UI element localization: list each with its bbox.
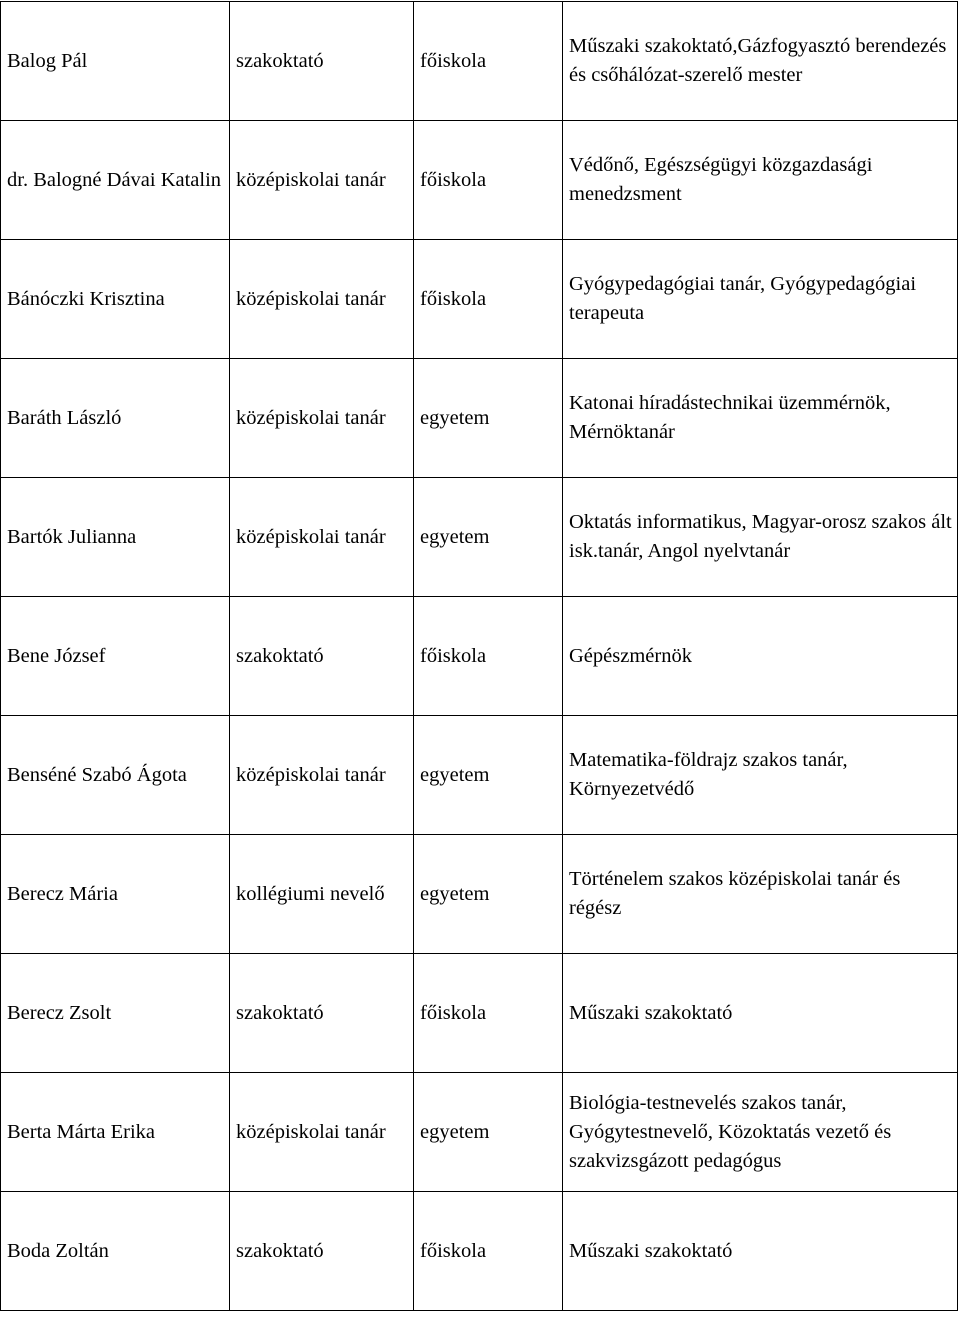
staff-name: Benséné Szabó Ágota [1, 716, 230, 835]
qualification: Matematika-földrajz szakos tanár, Környezetvédő [563, 716, 958, 835]
table-row [1, 478, 958, 597]
staff-role: szakoktató [230, 597, 414, 716]
education-level: főiskola [414, 954, 563, 1073]
education-level: főiskola [414, 597, 563, 716]
education-level: főiskola [414, 121, 563, 240]
staff-role: középiskolai tanár [230, 359, 414, 478]
staff-table [0, 1, 958, 1311]
staff-name: Berecz Mária [1, 835, 230, 954]
staff-role: kollégiumi nevelő [230, 835, 414, 954]
staff-role: középiskolai tanár [230, 716, 414, 835]
table-row [1, 121, 958, 240]
qualification: Védőnő, Egészségügyi közgazdasági menedzsment [563, 121, 958, 240]
staff-role: szakoktató [230, 2, 414, 121]
qualification: Gépészmérnök [563, 597, 958, 716]
table-row [1, 1192, 958, 1311]
qualification: Műszaki szakoktató [563, 1192, 958, 1311]
staff-role: szakoktató [230, 1192, 414, 1311]
education-level: egyetem [414, 835, 563, 954]
staff-role: szakoktató [230, 954, 414, 1073]
education-level: főiskola [414, 2, 563, 121]
staff-name: Balog Pál [1, 2, 230, 121]
staff-name: Berecz Zsolt [1, 954, 230, 1073]
staff-role: középiskolai tanár [230, 478, 414, 597]
table-row [1, 240, 958, 359]
qualification: Történelem szakos középiskolai tanár és régész [563, 835, 958, 954]
education-level: főiskola [414, 1192, 563, 1311]
staff-role: középiskolai tanár [230, 121, 414, 240]
staff-name: Bene József [1, 597, 230, 716]
education-level: egyetem [414, 478, 563, 597]
staff-role: középiskolai tanár [230, 240, 414, 359]
education-level: egyetem [414, 1073, 563, 1192]
table-row [1, 2, 958, 121]
staff-name: Berta Márta Erika [1, 1073, 230, 1192]
table-row [1, 716, 958, 835]
qualification: Biológia-testnevelés szakos tanár, Gyógytestnevelő, Közoktatás vezető és szakvizsgázott pedagógus [563, 1073, 958, 1192]
education-level: egyetem [414, 716, 563, 835]
education-level: egyetem [414, 359, 563, 478]
qualification: Oktatás informatikus, Magyar-orosz szakos ált isk.tanár, Angol nyelvtanár [563, 478, 958, 597]
staff-name: Bartók Julianna [1, 478, 230, 597]
qualification: Műszaki szakoktató [563, 954, 958, 1073]
staff-name: Bánóczki Krisztina [1, 240, 230, 359]
staff-role: középiskolai tanár [230, 1073, 414, 1192]
staff-name: Boda Zoltán [1, 1192, 230, 1311]
table-row [1, 954, 958, 1073]
table-row [1, 835, 958, 954]
staff-name: Baráth László [1, 359, 230, 478]
qualification: Műszaki szakoktató,Gázfogyasztó berendezés és csőhálózat-szerelő mester [563, 2, 958, 121]
table-row [1, 359, 958, 478]
education-level: főiskola [414, 240, 563, 359]
qualification: Katonai híradástechnikai üzemmérnök, Mérnöktanár [563, 359, 958, 478]
table-row [1, 597, 958, 716]
staff-name: dr. Balogné Dávai Katalin [1, 121, 230, 240]
table-row [1, 1073, 958, 1192]
qualification: Gyógypedagógiai tanár, Gyógypedagógiai terapeuta [563, 240, 958, 359]
